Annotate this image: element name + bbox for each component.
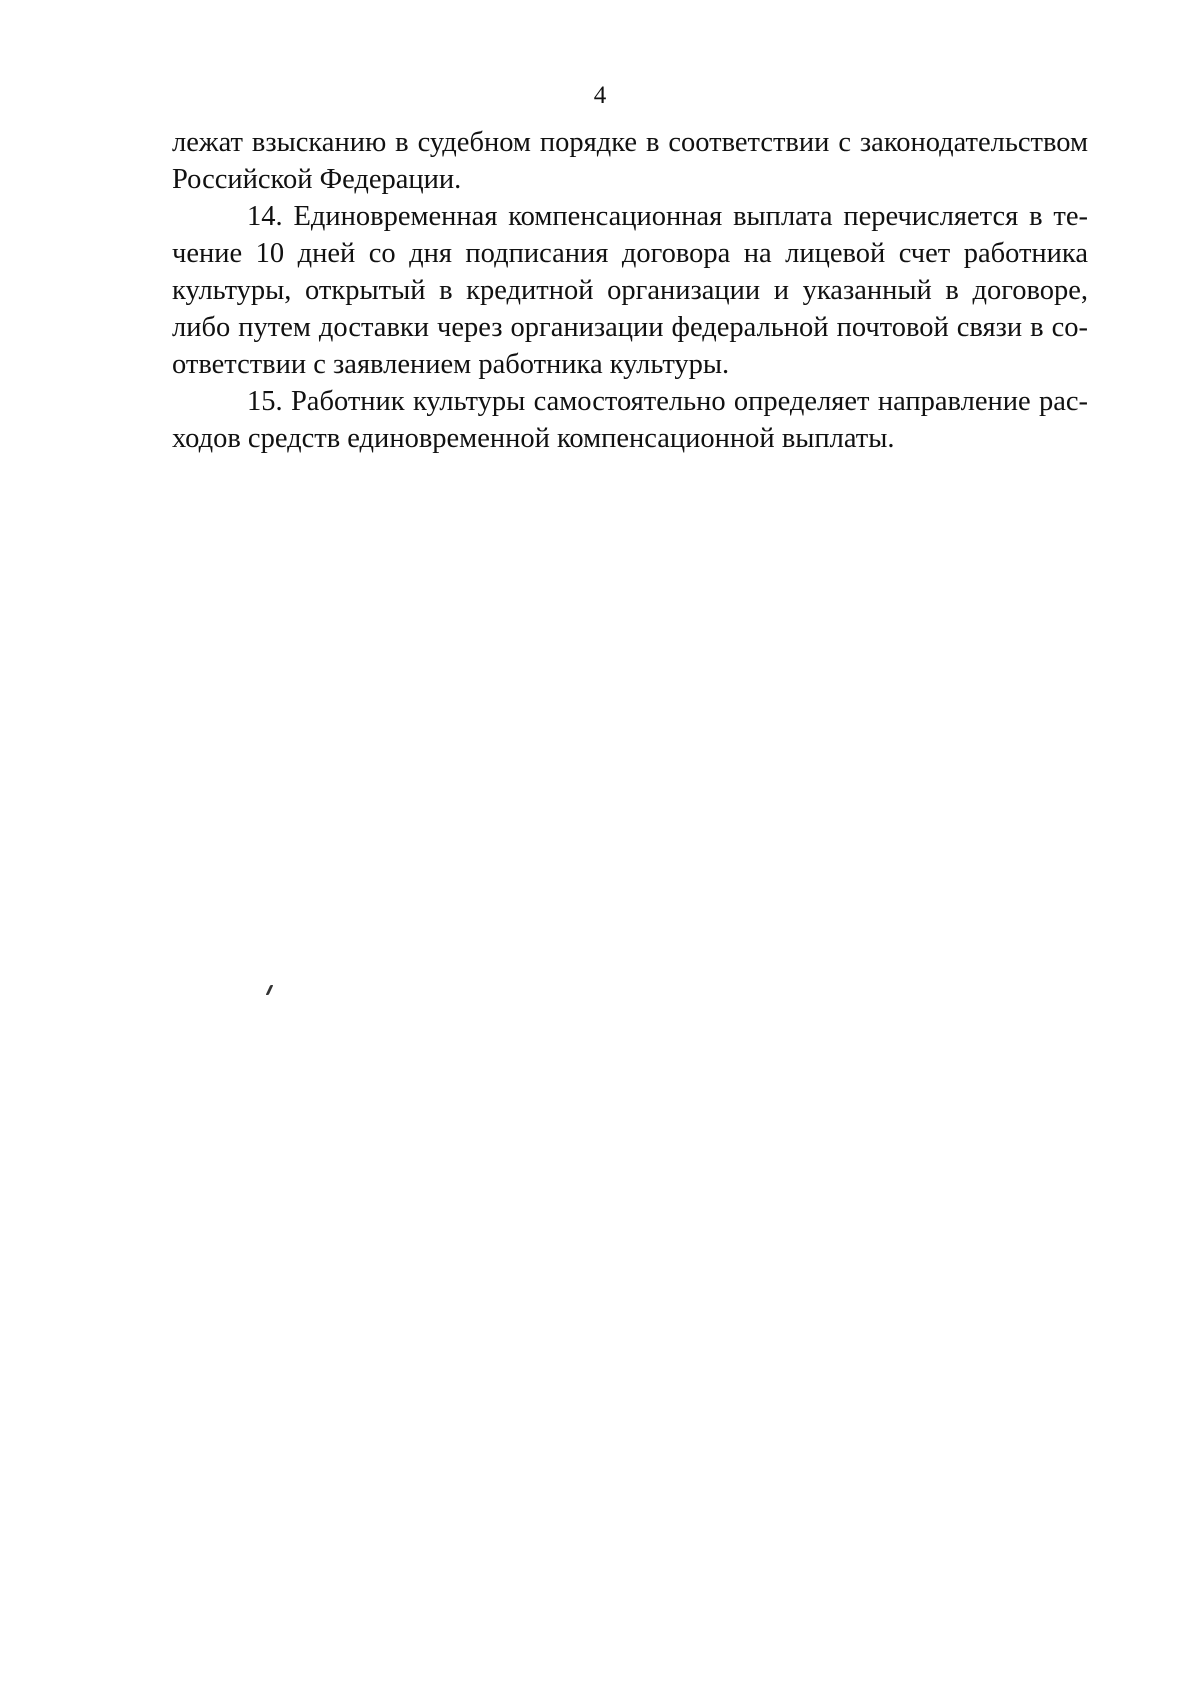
- paragraph-item-15: 15. Работник культуры самостоятельно определяет направление расходов средств единовременной компенсационной выплаты.: [172, 386, 1088, 454]
- page-number: 4: [593, 82, 607, 109]
- paragraph-item-14: 14. Единовременная компенсационная выплата перечисляется в течение 10 дней со дня подписания договора на лицевой счет работника культуры, открытый в кредитной организации и указанный в договоре, либо путем доставки через организации федеральной почтовой связи в соответствии с заявлением работника культуры.: [172, 201, 1088, 380]
- scan-artifact-mark: [266, 985, 274, 995]
- document-body: [172, 124, 1088, 457]
- paragraph-continuation: лежат взысканию в судебном порядке в соответствии с законодательством Российской Федерации.: [172, 127, 1088, 195]
